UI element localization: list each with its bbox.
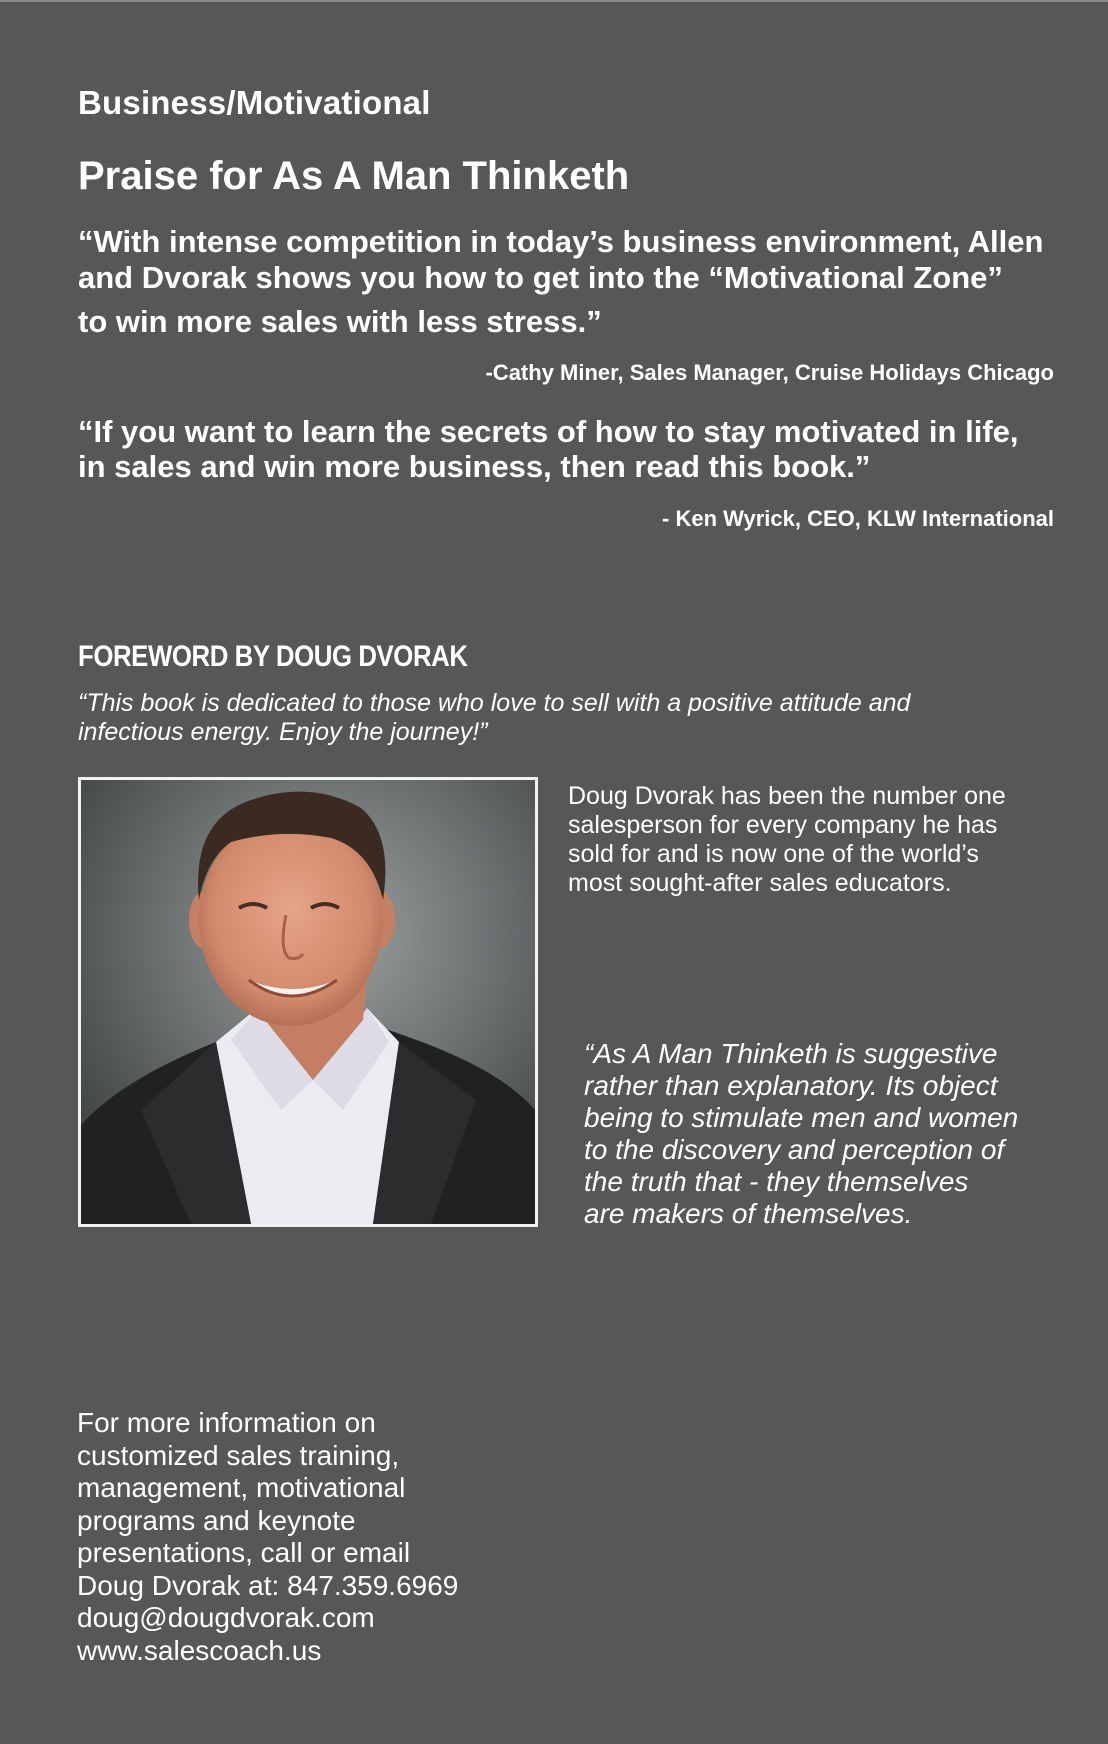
praise-quote-2-line-2: in sales and win more business, then read this book.”	[78, 449, 871, 484]
praise-quote-1-attribution: -Cathy Miner, Sales Manager, Cruise Holidays Chicago	[485, 360, 1054, 385]
philosophy-line-3: being to stimulate men and women	[584, 1102, 1019, 1133]
author-bio-line-4: most sought-after sales educators.	[568, 869, 952, 897]
praise-quote-1-line-1: “With intense competition in today’s business environment, Allen	[78, 224, 1044, 259]
praise-quote-1-line-2: and Dvorak shows you how to get into the “Motivational Zone”	[78, 260, 1003, 295]
philosophy-line-5: the truth that - they themselves	[584, 1166, 969, 1197]
author-photo	[78, 777, 538, 1227]
contact-email: doug@dougdvorak.com	[77, 1602, 375, 1633]
author-portrait-illustration	[81, 780, 535, 1224]
top-rule	[0, 0, 1108, 2]
author-bio-line-2: salesperson for every company he has	[568, 811, 998, 839]
contact-phone-line: Doug Dvorak at: 847.359.6969	[77, 1569, 459, 1601]
philosophy-quote	[584, 1038, 1064, 1230]
praise-quote-1	[78, 224, 1058, 340]
philosophy-line-4: to the discovery and perception of	[584, 1134, 1005, 1165]
praise-quote-2-line-1: “If you want to learn the secrets of how to stay motivated in life,	[78, 414, 1019, 449]
contact-line-4: programs and keynote	[77, 1504, 356, 1536]
dedication-quote	[78, 689, 1038, 747]
philosophy-line-2: rather than explanatory. Its object	[584, 1070, 998, 1101]
contact-line-2: customized sales training,	[77, 1439, 400, 1471]
dedication-line-1: “This book is dedicated to those who love to sell with a positive attitude and	[78, 689, 911, 717]
contact-website: www.salescoach.us	[77, 1634, 322, 1666]
foreword-heading: FOREWORD BY DOUG DVORAK	[78, 640, 468, 673]
category-label: Business/Motivational	[78, 84, 431, 121]
praise-title: Praise for As A Man Thinketh	[78, 154, 630, 198]
contact-info	[77, 1407, 537, 1667]
author-bio	[568, 782, 1058, 898]
contact-line-1: For more information on	[77, 1407, 376, 1438]
dedication-line-2: infectious energy. Enjoy the journey!”	[78, 718, 488, 746]
praise-quote-2	[78, 414, 1058, 484]
author-bio-line-3: sold for and is now one of the world’s	[568, 840, 979, 868]
contact-line-5: presentations, call or email	[77, 1537, 411, 1568]
philosophy-line-6: are makers of themselves.	[584, 1198, 913, 1229]
praise-quote-1-line-3: to win more sales with less stress.”	[78, 304, 602, 339]
praise-quote-2-attribution: - Ken Wyrick, CEO, KLW International	[662, 506, 1054, 531]
author-bio-line-1: Doug Dvorak has been the number one	[568, 782, 1006, 810]
philosophy-line-1: “As A Man Thinketh is suggestive	[584, 1038, 998, 1069]
contact-line-3: management, motivational	[77, 1472, 406, 1503]
